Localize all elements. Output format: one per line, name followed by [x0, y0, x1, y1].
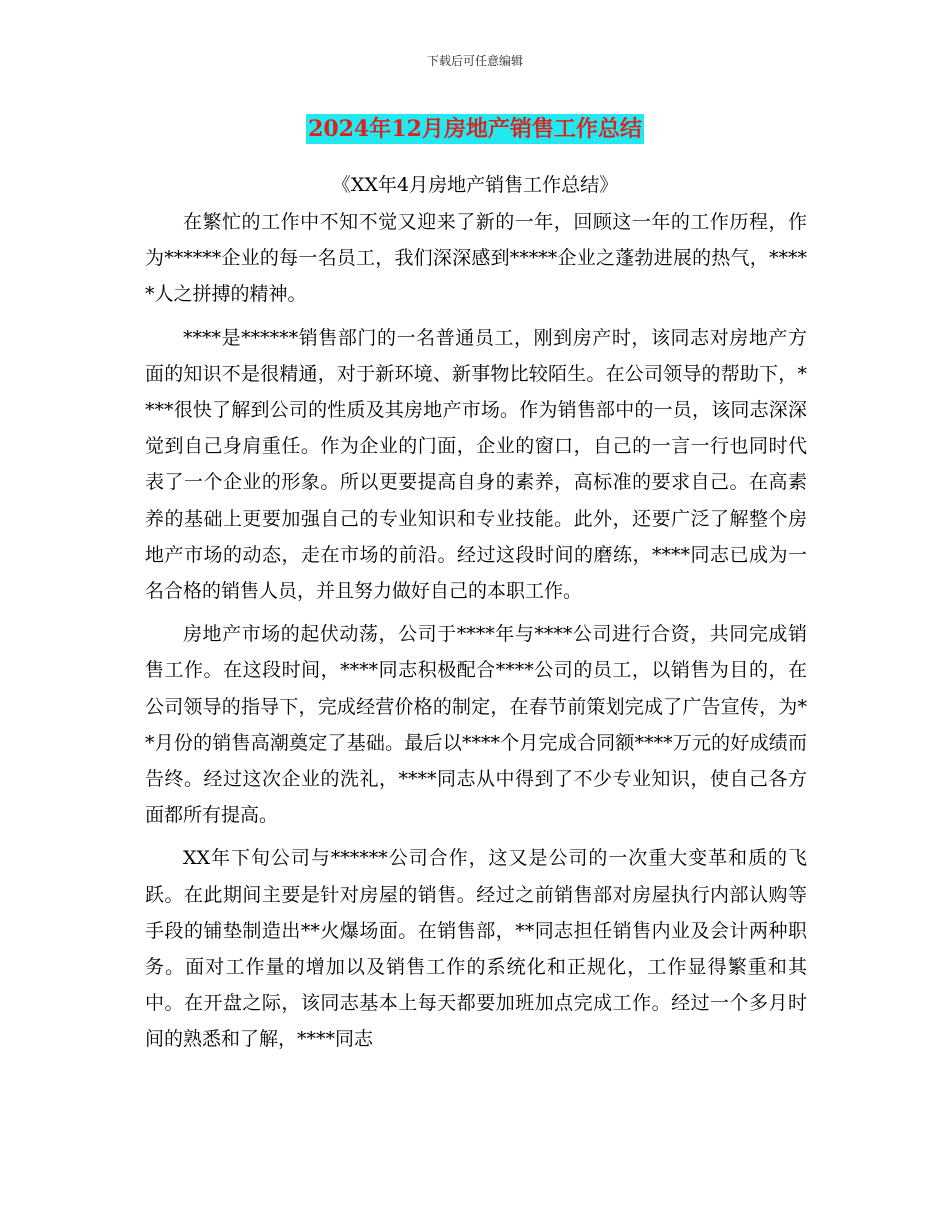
paragraph-4: XX年下旬公司与******公司合作，这又是公司的一次重大变革和质的飞跃。在此期间主要是针对房屋的销售。经过之前销售部对房屋执行内部认购等手段的铺垫制造出**火爆场面。在销售部，**同志担任销售内业及会计两种职务。面对工作量的增加以及销售工作的系统化和正规化，工作显得繁重和其中。在开盘之际，该同志基本上每天都要加班加点完成工作。经过一个多月时间的熟悉和了解，****同志 [145, 847, 807, 1051]
paragraph-2: ****是******销售部门的一名普通员工，刚到房产时，该同志对房地产方面的知识不是很精通，对于新环境、新事物比较陌生。在公司领导的帮助下，****很快了解到公司的性质及其房地产市场。作为销售部中的一员，该同志深深觉到自己身肩重任。作为企业的门面，企业的窗口，自己的一言一行也同时代表了一个企业的形象。所以更要提高自身的素养，高标准的要求自己。在高素养的基础上更要加强自己的专业知识和专业技能。此外，还要广泛了解整个房地产市场的动态，走在市场的前沿。经过这段时间的磨练，****同志已成为一名合格的销售人员，并且努力做好自己的本职工作。 [145, 326, 807, 603]
header-note: 下载后可任意编辑 [426, 54, 523, 68]
document-title: 2024年12月房地产销售工作总结 [308, 116, 642, 142]
document-subtitle: 《XX年4月房地产销售工作总结》 [331, 174, 619, 196]
document-body [145, 204, 807, 1065]
paragraph-1: 在繁忙的工作中不知不觉又迎来了新的一年，回顾这一年的工作历程，作为******企业的每一名员工，我们深深感到*****企业之蓬勃进展的热气，*****人之拼搏的精神。 [145, 211, 807, 306]
title-container [0, 114, 950, 144]
paragraph-3: 房地产市场的起伏动荡，公司于****年与****公司进行合资，共同完成销售工作。在这段时间，****同志积极配合****公司的员工，以销售为目的，在公司领导的指导下，完成经营价格的制定，在春节前策划完成了广告宣传，为**月份的销售高潮奠定了基础。最后以****个月完成合同额****万元的好成绩而告终。经过这次企业的洗礼，****同志从中得到了不少专业知识，使自己各方面都所有提高。 [145, 623, 807, 827]
